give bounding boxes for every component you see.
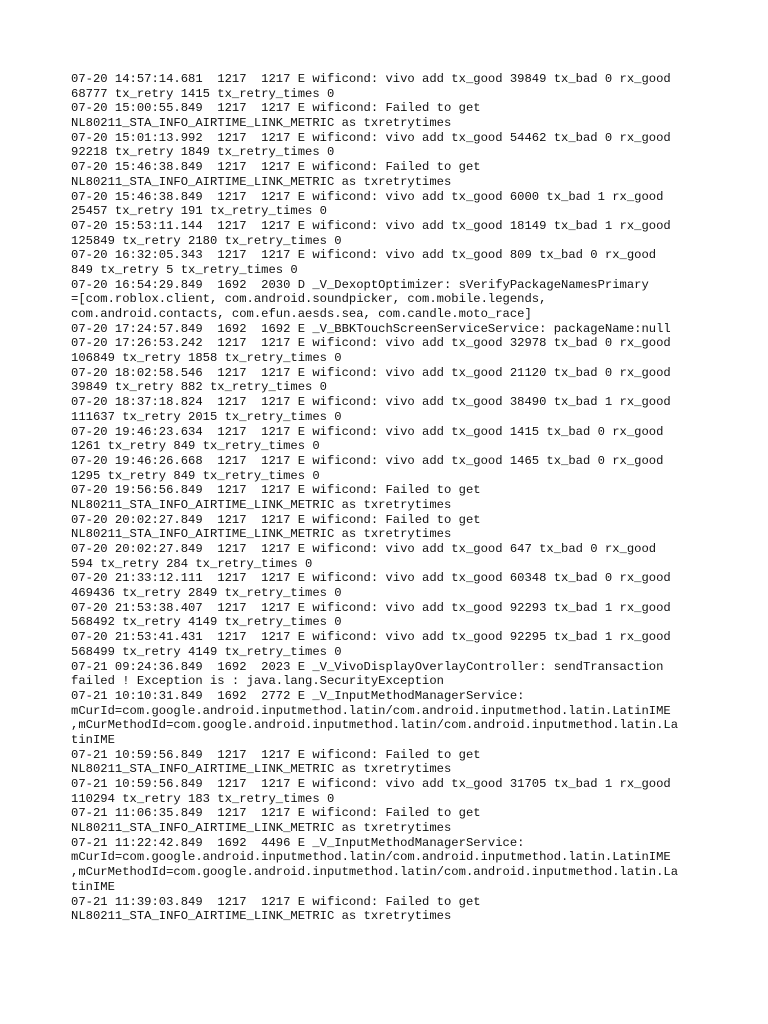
log-line: 92218 tx_retry 1849 tx_retry_times 0	[71, 145, 335, 160]
log-line: 1295 tx_retry 849 tx_retry_times 0	[71, 468, 320, 483]
log-line: 07-21 09:24:36.849 1692 2023 E _V_VivoDisplayOverlayController: sendTransaction	[71, 659, 664, 674]
log-line: ,mCurMethodId=com.google.android.inputmethod.latin/com.android.inputmethod.latin.La	[71, 718, 679, 733]
log-line: 568492 tx_retry 4149 tx_retry_times 0	[71, 615, 342, 630]
log-line: 07-21 10:59:56.849 1217 1217 E wificond: Failed to get	[71, 747, 481, 762]
log-line: 07-21 11:22:42.849 1692 4496 E _V_InputMethodManagerService:	[71, 835, 525, 850]
log-line: 39849 tx_retry 882 tx_retry_times 0	[71, 380, 327, 395]
log-line: 07-20 15:00:55.849 1217 1217 E wificond: Failed to get	[71, 101, 481, 116]
log-line: 07-20 18:37:18.824 1217 1217 E wificond: vivo add tx_good 38490 tx_bad 1 rx_good	[71, 395, 671, 410]
log-line: 25457 tx_retry 191 tx_retry_times 0	[71, 204, 327, 219]
log-line: 07-20 21:53:41.431 1217 1217 E wificond: vivo add tx_good 92295 tx_bad 1 rx_good	[71, 630, 671, 645]
log-line: 07-20 15:53:11.144 1217 1217 E wificond: vivo add tx_good 18149 tx_bad 1 rx_good	[71, 218, 671, 233]
log-line: NL80211_STA_INFO_AIRTIME_LINK_METRIC as txretrytimes	[71, 909, 452, 924]
log-line: mCurId=com.google.android.inputmethod.latin/com.android.inputmethod.latin.LatinIME	[71, 703, 671, 718]
log-line: 07-20 21:53:38.407 1217 1217 E wificond: vivo add tx_good 92293 tx_bad 1 rx_good	[71, 600, 671, 615]
log-line: 07-20 20:02:27.849 1217 1217 E wificond: Failed to get	[71, 512, 481, 527]
log-line: 111637 tx_retry 2015 tx_retry_times 0	[71, 409, 342, 424]
log-line: NL80211_STA_INFO_AIRTIME_LINK_METRIC as txretrytimes	[71, 174, 452, 189]
log-line: NL80211_STA_INFO_AIRTIME_LINK_METRIC as txretrytimes	[71, 116, 452, 131]
log-line: 07-20 14:57:14.681 1217 1217 E wificond: vivo add tx_good 39849 tx_bad 0 rx_good	[71, 72, 671, 86]
log-line: NL80211_STA_INFO_AIRTIME_LINK_METRIC as txretrytimes	[71, 762, 452, 777]
log-line: 07-20 19:56:56.849 1217 1217 E wificond: Failed to get	[71, 483, 481, 498]
log-line: 849 tx_retry 5 tx_retry_times 0	[71, 262, 298, 277]
log-line: 07-20 18:02:58.546 1217 1217 E wificond: vivo add tx_good 21120 tx_bad 0 rx_good	[71, 365, 671, 380]
log-line: 125849 tx_retry 2180 tx_retry_times 0	[71, 233, 342, 248]
log-line: 07-20 17:26:53.242 1217 1217 E wificond: vivo add tx_good 32978 tx_bad 0 rx_good	[71, 336, 671, 351]
log-line: 07-20 15:46:38.849 1217 1217 E wificond: vivo add tx_good 6000 tx_bad 1 rx_good	[71, 189, 664, 204]
log-line: com.android.contacts, com.efun.aesds.sea, com.candle.moto_race]	[71, 307, 532, 321]
log-line: failed ! Exception is : java.lang.SecurityException	[71, 674, 444, 689]
log-line: 568499 tx_retry 4149 tx_retry_times 0	[71, 644, 342, 659]
log-text-block	[71, 72, 731, 924]
log-line: 07-20 16:54:29.849 1692 2030 D _V_DexoptOptimizer: sVerifyPackageNamesPrimary	[71, 277, 649, 292]
log-line: 594 tx_retry 284 tx_retry_times 0	[71, 556, 313, 571]
log-line: 07-21 10:59:56.849 1217 1217 E wificond: vivo add tx_good 31705 tx_bad 1 rx_good	[71, 777, 671, 791]
log-line: 1261 tx_retry 849 tx_retry_times 0	[71, 439, 320, 454]
log-line: 469436 tx_retry 2849 tx_retry_times 0	[71, 586, 342, 601]
log-line: 07-21 10:10:31.849 1692 2772 E _V_InputMethodManagerService:	[71, 688, 525, 703]
log-line: 07-20 15:46:38.849 1217 1217 E wificond: Failed to get	[71, 160, 481, 175]
log-line: 07-20 19:46:23.634 1217 1217 E wificond: vivo add tx_good 1415 tx_bad 0 rx_good	[71, 424, 664, 439]
log-line: 07-20 15:01:13.992 1217 1217 E wificond: vivo add tx_good 54462 tx_bad 0 rx_good	[71, 130, 671, 145]
log-line: 07-20 20:02:27.849 1217 1217 E wificond: vivo add tx_good 647 tx_bad 0 rx_good	[71, 542, 657, 556]
log-line: 106849 tx_retry 1858 tx_retry_times 0	[71, 351, 342, 366]
log-line: 07-21 11:06:35.849 1217 1217 E wificond: Failed to get	[71, 806, 481, 821]
log-line: 68777 tx_retry 1415 tx_retry_times 0	[71, 86, 335, 101]
log-line: 07-20 19:46:26.668 1217 1217 E wificond: vivo add tx_good 1465 tx_bad 0 rx_good	[71, 453, 664, 468]
log-line: tinIME	[71, 879, 115, 894]
log-line: 07-21 11:39:03.849 1217 1217 E wificond: Failed to get	[71, 894, 481, 909]
log-line: NL80211_STA_INFO_AIRTIME_LINK_METRIC as txretrytimes	[71, 497, 452, 512]
log-line: tinIME	[71, 732, 115, 747]
log-line: ,mCurMethodId=com.google.android.inputmethod.latin/com.android.inputmethod.latin.La	[71, 865, 679, 880]
log-line: NL80211_STA_INFO_AIRTIME_LINK_METRIC as txretrytimes	[71, 527, 452, 542]
log-line: mCurId=com.google.android.inputmethod.latin/com.android.inputmethod.latin.LatinIME	[71, 850, 671, 865]
log-line: 07-20 21:33:12.111 1217 1217 E wificond: vivo add tx_good 60348 tx_bad 0 rx_good	[71, 571, 671, 586]
log-line: 110294 tx_retry 183 tx_retry_times 0	[71, 791, 335, 806]
log-line: 07-20 16:32:05.343 1217 1217 E wificond: vivo add tx_good 809 tx_bad 0 rx_good	[71, 248, 657, 263]
log-line: 07-20 17:24:57.849 1692 1692 E _V_BBKTouchScreenServiceService: packageName:null	[71, 321, 671, 336]
log-line: NL80211_STA_INFO_AIRTIME_LINK_METRIC as txretrytimes	[71, 821, 452, 836]
log-line: =[com.roblox.client, com.android.soundpicker, com.mobile.legends,	[71, 292, 547, 307]
